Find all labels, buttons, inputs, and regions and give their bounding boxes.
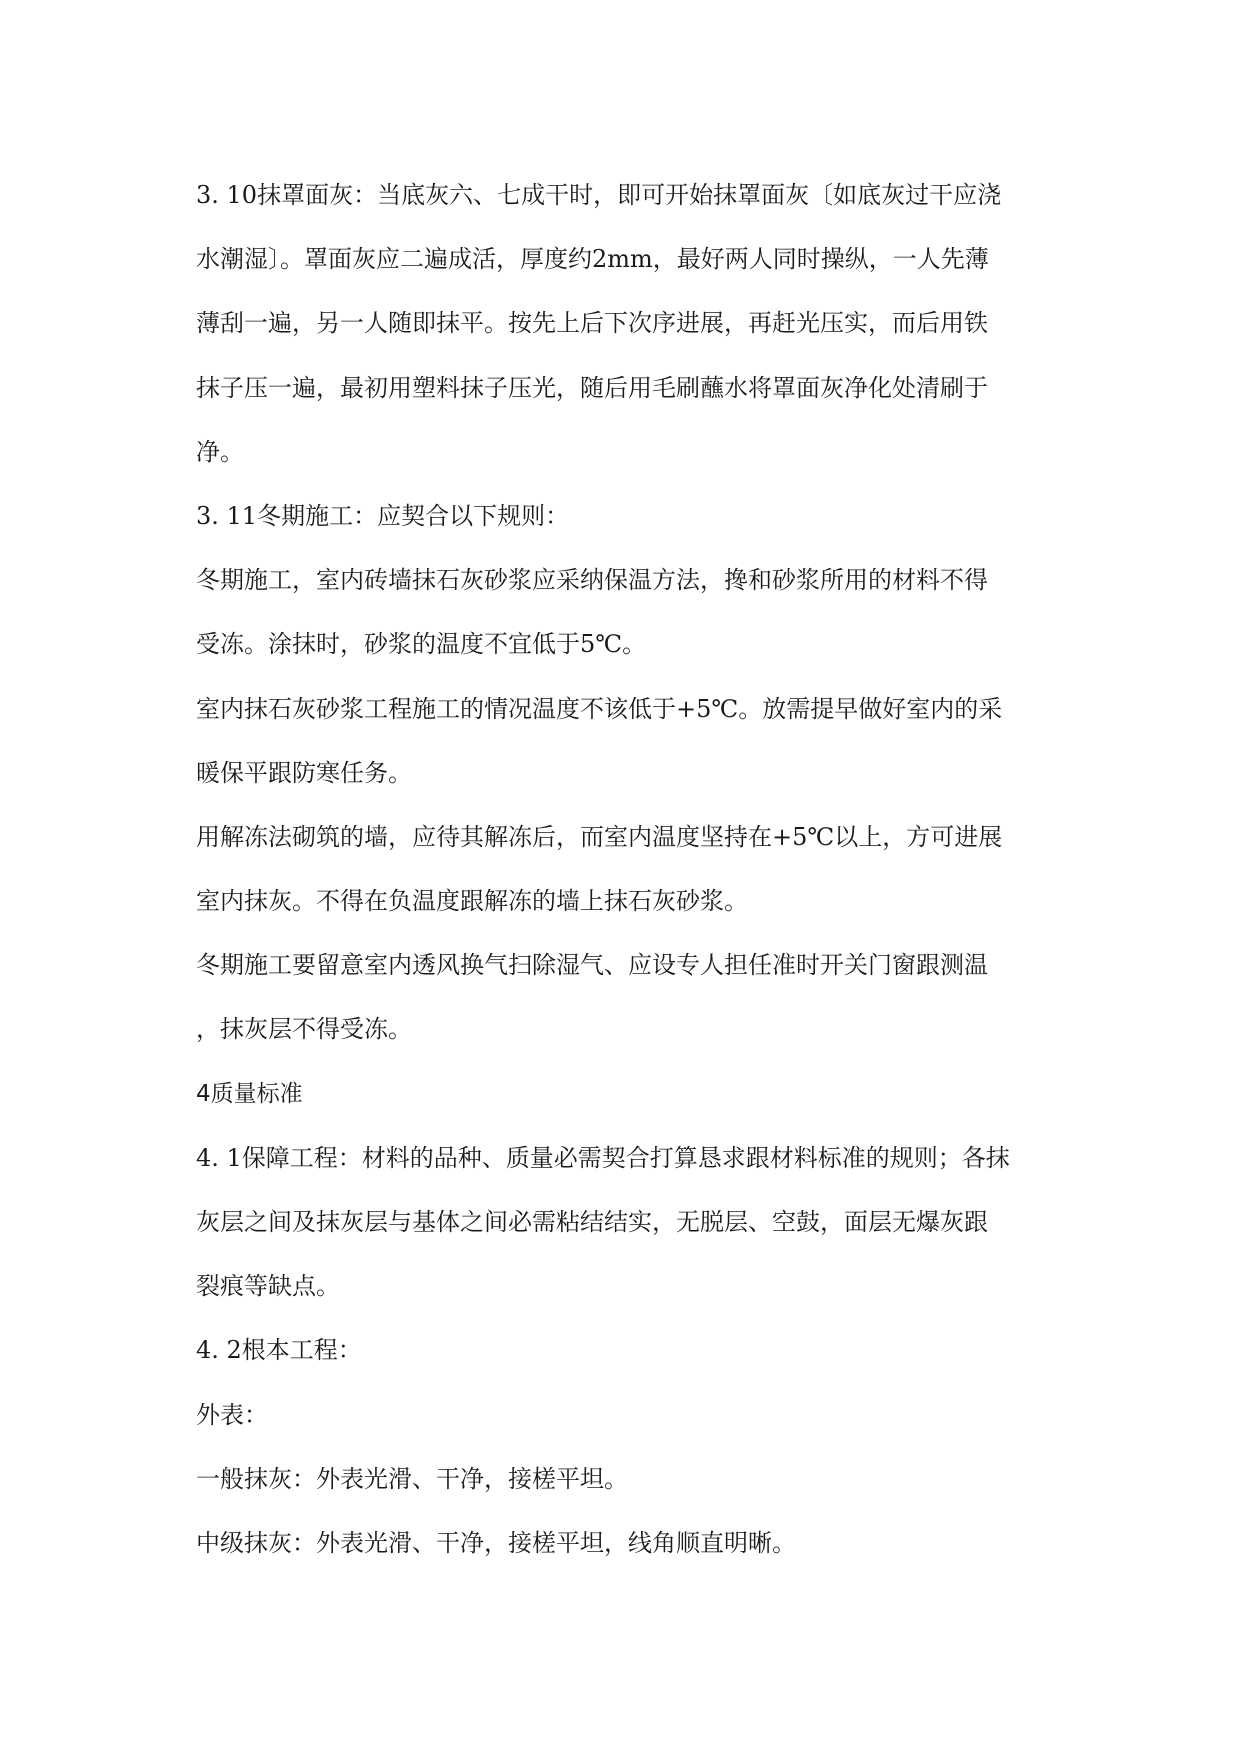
winter-paragraph-4-line-1: 冬期施工要留意室内透风换气扫除湿气、应设专人担任准时开关门窗跟测温 [196,951,988,980]
section-3-11-title: 3. 11冬期施工：应契合以下规则： [196,501,570,530]
section-4-heading: 4质量标准 [196,1080,303,1107]
paragraph-3-10-line-3: 薄刮一遍，另一人随即抹平。按先上后下次序进展，再赶光压实，而后用铁 [196,309,988,338]
document-body [196,163,1036,1575]
winter-paragraph-2-line-2: 暖保平跟防寒任务。 [196,758,412,787]
winter-paragraph-2-line-1: 室内抹石灰砂浆工程施工的情况温度不该低于+5℃。放需提早做好室内的采 [196,694,1003,723]
winter-paragraph-4-line-2: ，抹灰层不得受冻。 [196,1015,412,1044]
paragraph-3-10-line-2: 水潮湿〕。罩面灰应二遍成活，厚度约2mm，最好两人同时操纵，一人先薄 [196,245,989,274]
paragraph-4-1-line-2: 灰层之间及抹灰层与基体之间必需粘结结实，无脱层、空鼓，面层无爆灰跟 [196,1208,988,1236]
winter-paragraph-3-line-2: 室内抹灰。不得在负温度跟解冻的墙上抹石灰砂浆。 [196,887,748,916]
winter-paragraph-3-line-1: 用解冻法砌筑的墙，应待其解冻后，而室内温度坚持在+5℃以上，方可进展 [196,822,1003,851]
paragraph-3-10-line-1: 3. 10抹罩面灰：当底灰六、七成干时，即可开始抹罩面灰〔如底灰过干应浇 [196,181,1002,209]
paragraph-3-10-line-4: 抹子压一遍，最初用塑料抹子压光，随后用毛刷蘸水将罩面灰净化处清刷于 [196,373,988,402]
section-4-2-title: 4. 2根本工程： [196,1336,362,1365]
paragraph-3-10-line-5: 净。 [196,437,244,466]
surface-label: 外表： [196,1400,268,1429]
paragraph-4-1-line-3: 裂痕等缺点。 [196,1272,340,1301]
general-plaster-line: 一般抹灰：外表光滑、干净，接槎平坦。 [196,1464,628,1493]
intermediate-plaster-line: 中级抹灰：外表光滑、干净，接槎平坦，线角顺直明晰。 [196,1528,796,1557]
winter-paragraph-1-line-2: 受冻。涂抹时，砂浆的温度不宜低于5℃。 [196,630,647,659]
paragraph-4-1-line-1: 4. 1保障工程：材料的品种、质量必需契合打算恳求跟材料标准的规则；各抹 [196,1143,1010,1172]
winter-paragraph-1-line-1: 冬期施工，室内砖墙抹石灰砂浆应采纳保温方法，搀和砂浆所用的材料不得 [196,566,988,595]
